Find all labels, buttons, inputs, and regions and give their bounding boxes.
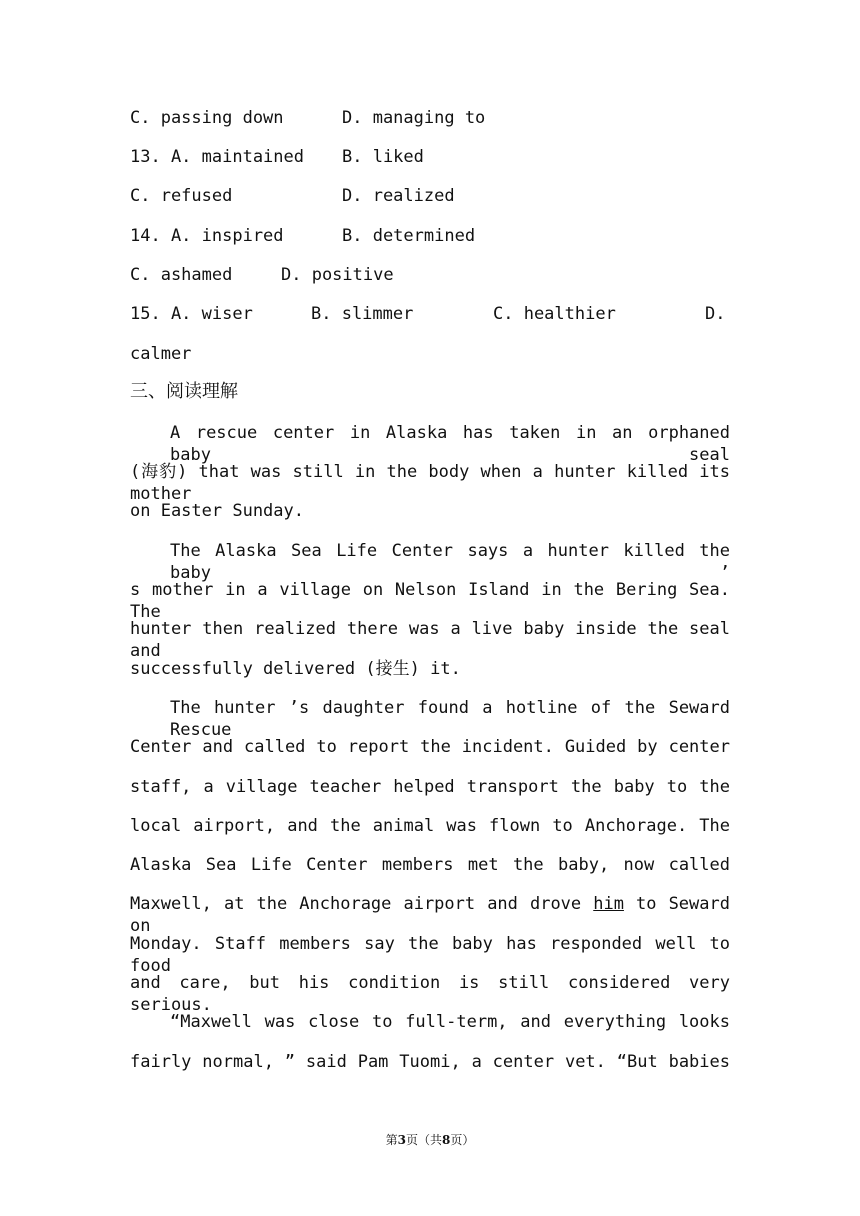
passage-line: Center and called to report the incident. Guided by center (130, 737, 730, 757)
passage-line: successfully delivered (接生) it. (130, 659, 461, 679)
footer-prefix: 第 (385, 1133, 398, 1147)
passage-line: The hunter ’s daughter found a hotline of the Seward Rescue (170, 698, 730, 740)
footer-page-number: 3 (397, 1133, 406, 1147)
option-15-d: D. (705, 304, 726, 324)
page-footer (0, 1132, 860, 1148)
passage-line: fairly normal, ” said Pam Tuomi, a center vet. “But babies (130, 1052, 730, 1072)
option-14-b: B. determined (342, 226, 476, 246)
footer-suffix: 页） (450, 1133, 475, 1147)
option-13-b: B. liked (342, 147, 424, 167)
passage-line-with-underline (130, 893, 730, 937)
option-14-a: 14. A. inspired (130, 226, 284, 246)
passage-line: s mother in a village on Nelson Island in the Bering Sea. The (130, 580, 730, 622)
option-15-a: 15. A. wiser (130, 304, 253, 324)
option-13-a: 13. A. maintained (130, 147, 304, 167)
option-12-d: D. managing to (342, 108, 486, 128)
passage-line: local airport, and the animal was flown to Anchorage. The (130, 816, 730, 836)
passage-line: (海豹) that was still in the body when a hunter killed its mother (130, 462, 730, 504)
section-title: 三、阅读理解 (130, 381, 238, 402)
option-14-c: C. ashamed (130, 265, 233, 285)
footer-total-pages: 8 (442, 1133, 451, 1147)
option-15-b: B. slimmer (311, 304, 414, 324)
option-13-d: D. realized (342, 186, 455, 206)
option-15-d-continued: calmer (130, 344, 192, 364)
option-12-c: C. passing down (130, 108, 284, 128)
passage-line: and care, but his condition is still considered very serious. (130, 973, 730, 1015)
passage-line: hunter then realized there was a live baby inside the seal and (130, 619, 730, 661)
passage-line: Monday. Staff members say the baby has responded well to food (130, 934, 730, 976)
passage-line: staff, a village teacher helped transport the baby to the (130, 777, 730, 797)
option-14-d: D. positive (281, 265, 394, 285)
option-row-15 (130, 303, 730, 435)
passage-line: Alaska Sea Life Center members met the baby, now called (130, 855, 730, 875)
passage-text: Maxwell, at the Anchorage airport and drove (130, 894, 594, 914)
underlined-word: him (593, 894, 624, 914)
option-13-c: C. refused (130, 186, 233, 206)
passage-line: “Maxwell was close to full-term, and everything looks (170, 1012, 730, 1032)
passage-line: on Easter Sunday. (130, 501, 304, 521)
passage-line: The Alaska Sea Life Center says a hunter killed the baby ’ (170, 541, 730, 583)
passage-text: to Seward on (130, 894, 730, 936)
footer-middle: 页（共 (405, 1133, 442, 1147)
option-15-c: C. healthier (493, 304, 616, 324)
passage-line: A rescue center in Alaska has taken in an orphaned baby seal (170, 423, 730, 465)
